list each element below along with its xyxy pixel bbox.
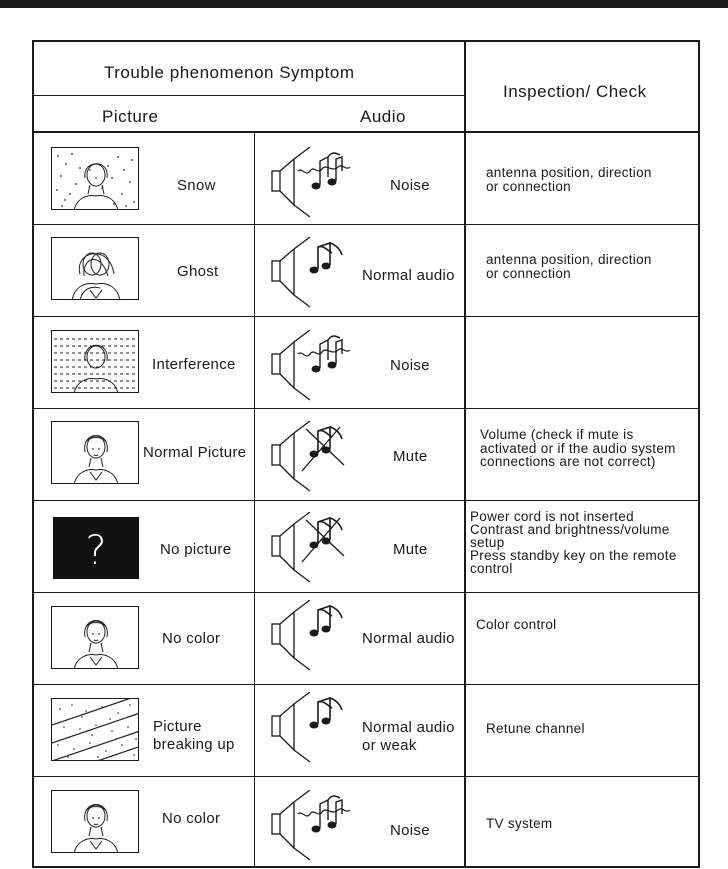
mute-speaker-icon: [270, 512, 365, 589]
mute-speaker-icon: [270, 421, 365, 498]
picture-label: Picture breaking up: [153, 718, 235, 753]
audio-label: Noise: [390, 177, 430, 194]
table-border-right: [698, 40, 700, 868]
picture-label: No color: [162, 630, 221, 647]
noise-speaker-icon: [270, 330, 365, 407]
check-text: Retune channel: [486, 721, 585, 736]
row-divider: [32, 500, 700, 501]
picture-column-header: Picture: [102, 107, 159, 126]
row-divider: [32, 224, 700, 225]
check-text: TV system: [486, 816, 553, 831]
picture-label: No picture: [160, 541, 232, 558]
picture-label: Snow: [177, 177, 216, 194]
check-text: Volume (check if mute is activated or if the audio system connections are not correct): [480, 427, 676, 469]
noise-speaker-icon: [270, 790, 365, 867]
row-divider: [32, 408, 700, 409]
audio-label: Normal audio or weak: [362, 719, 455, 754]
music-speaker-icon: [270, 692, 365, 769]
header-subdivider: [32, 95, 465, 96]
music-speaker-icon: [270, 600, 365, 677]
audio-column-header: Audio: [360, 107, 406, 126]
audio-label: Normal audio: [362, 267, 455, 284]
table-border-bottom: [32, 866, 700, 868]
table-title: Trouble phenomenon Symptom: [104, 63, 355, 82]
picture-label: Normal Picture: [143, 444, 247, 461]
check-column-header: Inspection/ Check: [503, 82, 647, 101]
audio-label: Mute: [393, 448, 428, 465]
normal-tv-icon: [51, 606, 139, 669]
breakup-tv-icon: [51, 698, 139, 761]
check-text: antenna position, direction or connection: [486, 252, 652, 281]
audio-label: Mute: [393, 541, 428, 558]
row-divider: [32, 776, 700, 777]
normal-tv-icon: [51, 790, 139, 853]
check-text: antenna position, direction or connection: [486, 165, 652, 194]
blank-tv-icon: [53, 517, 139, 579]
table-border-top: [32, 40, 700, 42]
audio-label: Normal audio: [362, 630, 455, 647]
picture-label: Interference: [152, 356, 236, 373]
snow-tv-icon: [51, 147, 139, 210]
row-divider: [32, 316, 700, 317]
noise-speaker-icon: [270, 147, 365, 224]
row-divider: [32, 684, 700, 685]
check-text: Color control: [476, 617, 557, 632]
audio-label: Noise: [390, 357, 430, 374]
table-border-left: [32, 40, 34, 868]
ghost-tv-icon: [51, 237, 139, 300]
question-mark: ?: [85, 528, 107, 574]
header-bottom-divider: [32, 131, 700, 133]
picture-label: No color: [162, 810, 221, 827]
check-text: Power cord is not inserted Contrast and brightness/volume setup Press standby key on the remote control: [470, 509, 677, 576]
interference-tv-icon: [51, 330, 139, 393]
row-divider: [32, 592, 700, 593]
music-speaker-icon: [270, 237, 365, 314]
normal-tv-icon: [51, 421, 139, 484]
check-column-divider: [464, 40, 466, 868]
audio-label: Noise: [390, 822, 430, 839]
top-border-bar: [0, 0, 728, 8]
picture-label: Ghost: [177, 263, 219, 280]
